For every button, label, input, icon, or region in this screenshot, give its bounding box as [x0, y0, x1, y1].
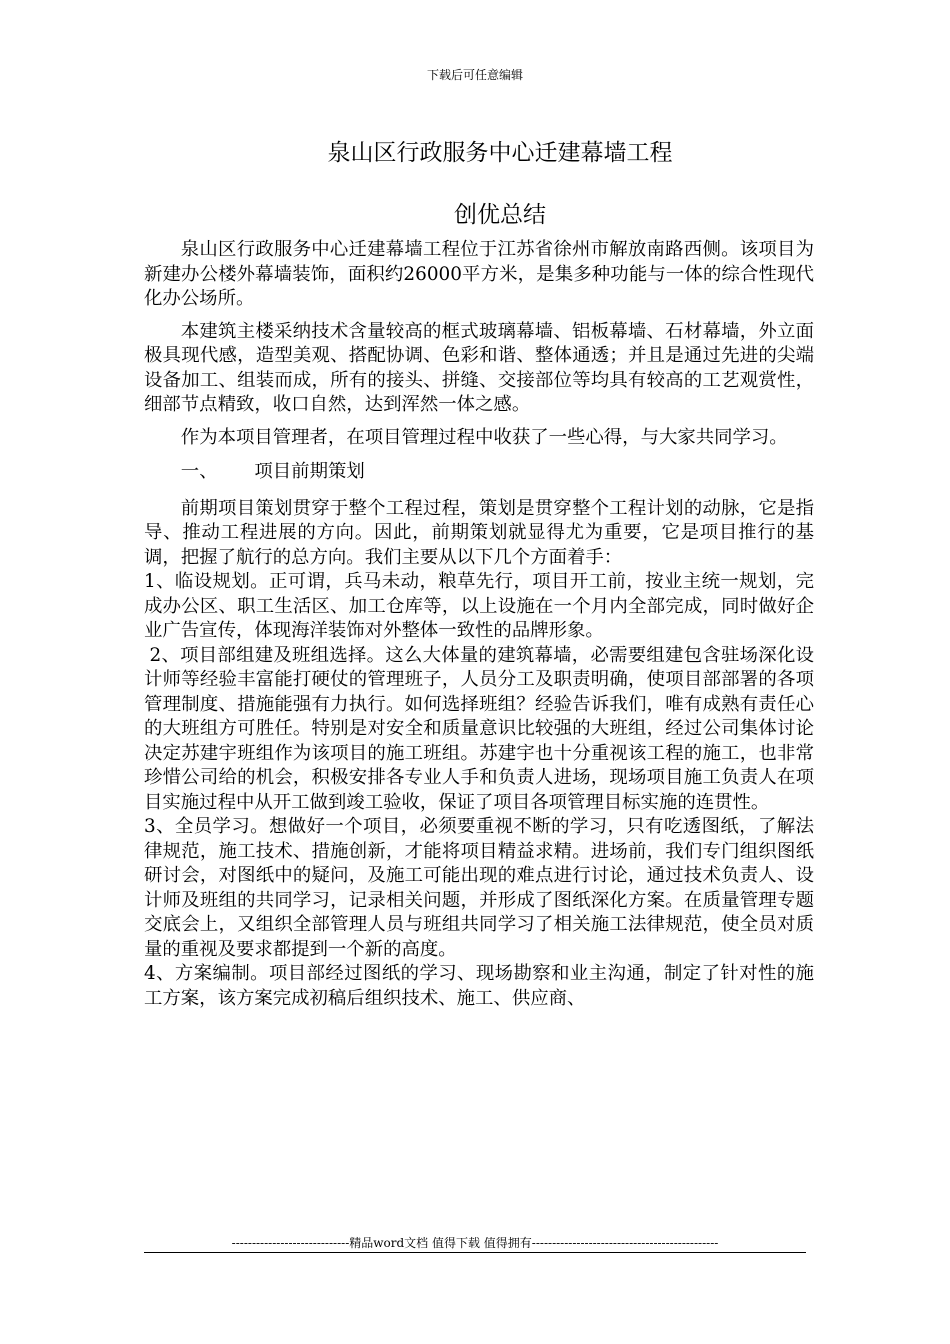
list-item-1: 1、临设规划。正可谓，兵马未动，粮草先行，项目开工前，按业主统一规划，完成办公区、职工生活区、加工仓库等，以上设施在一个月内全部完成，同时做好企业广告宣传，体现海洋装饰对外整体一致性的品牌形象。	[144, 571, 814, 641]
list-item-2: 2、项目部组建及班组选择。这么大体量的建筑幕墙，必需要组建包含驻场深化设计师等经验丰富能打硬仗的管理班子，人员分工及职责明确，使项目部部署的各项管理制度、措施能强有力执行。如何选择班组？经验告诉我们，唯有成熟有责任心的大班组方可胜任。特别是对安全和质量意识比较强的大班组，经过公司集体讨论决定苏建宇班组作为该项目的施工班组。苏建宇也十分重视该工程的施工，也非常珍惜公司给的机会，积极安排各专业人手和负责人进场，现场项目施工负责人在项目实施过程中从开工做到竣工验收，保证了项目各项管理目标实施的连贯性。	[144, 644, 814, 813]
document-title: 泉山区行政服务中心迁建幕墙工程	[327, 140, 673, 166]
paragraph-intro: 泉山区行政服务中心迁建幕墙工程位于江苏省徐州市解放南路西侧。该项目为新建办公楼外幕墙装饰，面积约26000平方米，是集多种功能与一体的综合性现代化办公场所。	[144, 239, 814, 309]
list-item-4: 4、方案编制。项目部经过图纸的学习、现场勘察和业主沟通，制定了针对性的施工方案，该方案完成初稿后组织技术、施工、供应商、	[144, 963, 814, 1009]
document-body	[144, 238, 814, 1011]
section-title: 项目前期策划	[254, 461, 365, 482]
footer-note: -----------------------------精品word文档 值得下载 值得拥有----------------------------------------------	[231, 1236, 719, 1250]
list-item-3: 3、全员学习。想做好一个项目，必须要重视不断的学习，只有吃透图纸，了解法律规范，施工技术、措施创新，才能将项目精益求精。进场前，我们专门组织图纸研讨会，对图纸中的疑问，及施工可能出现的难点进行讨论，通过技术负责人、设计师及班组的共同学习，记录相关问题，并形成了图纸深化方案。在质量管理专题交底会上，又组织全部管理人员与班组共同学习了相关施工法律规范，使全员对质量的重视及要求都提到一个新的高度。	[144, 816, 814, 960]
paragraph-planning: 前期项目策划贯穿于整个工程过程，策划是贯穿整个工程计划的动脉，它是指导、推动工程进展的方向。因此，前期策划就显得尤为重要，它是项目推行的基调，把握了航行的总方向。我们主要从以下几个方面着手：	[144, 497, 814, 568]
paragraph-purpose: 作为本项目管理者，在项目管理过程中收获了一些心得，与大家共同学习。	[180, 426, 788, 448]
document-subtitle: 创优总结	[454, 202, 546, 228]
footer-divider	[144, 1252, 806, 1253]
paragraph-building: 本建筑主楼采纳技术含量较高的框式玻璃幕墙、铝板幕墙、石材幕墙，外立面极具现代感，造型美观、搭配协调、色彩和谐、整体通透；并且是通过先进的尖端设备加工、组装而成，所有的接头、拼缝、交接部位等均具有较高的工艺观赏性，细部节点精致，收口自然，达到浑然一体之感。	[144, 320, 814, 415]
section-number: 一、	[180, 461, 218, 482]
section-heading	[144, 460, 814, 485]
header-note: 下载后可任意编辑	[426, 68, 523, 82]
